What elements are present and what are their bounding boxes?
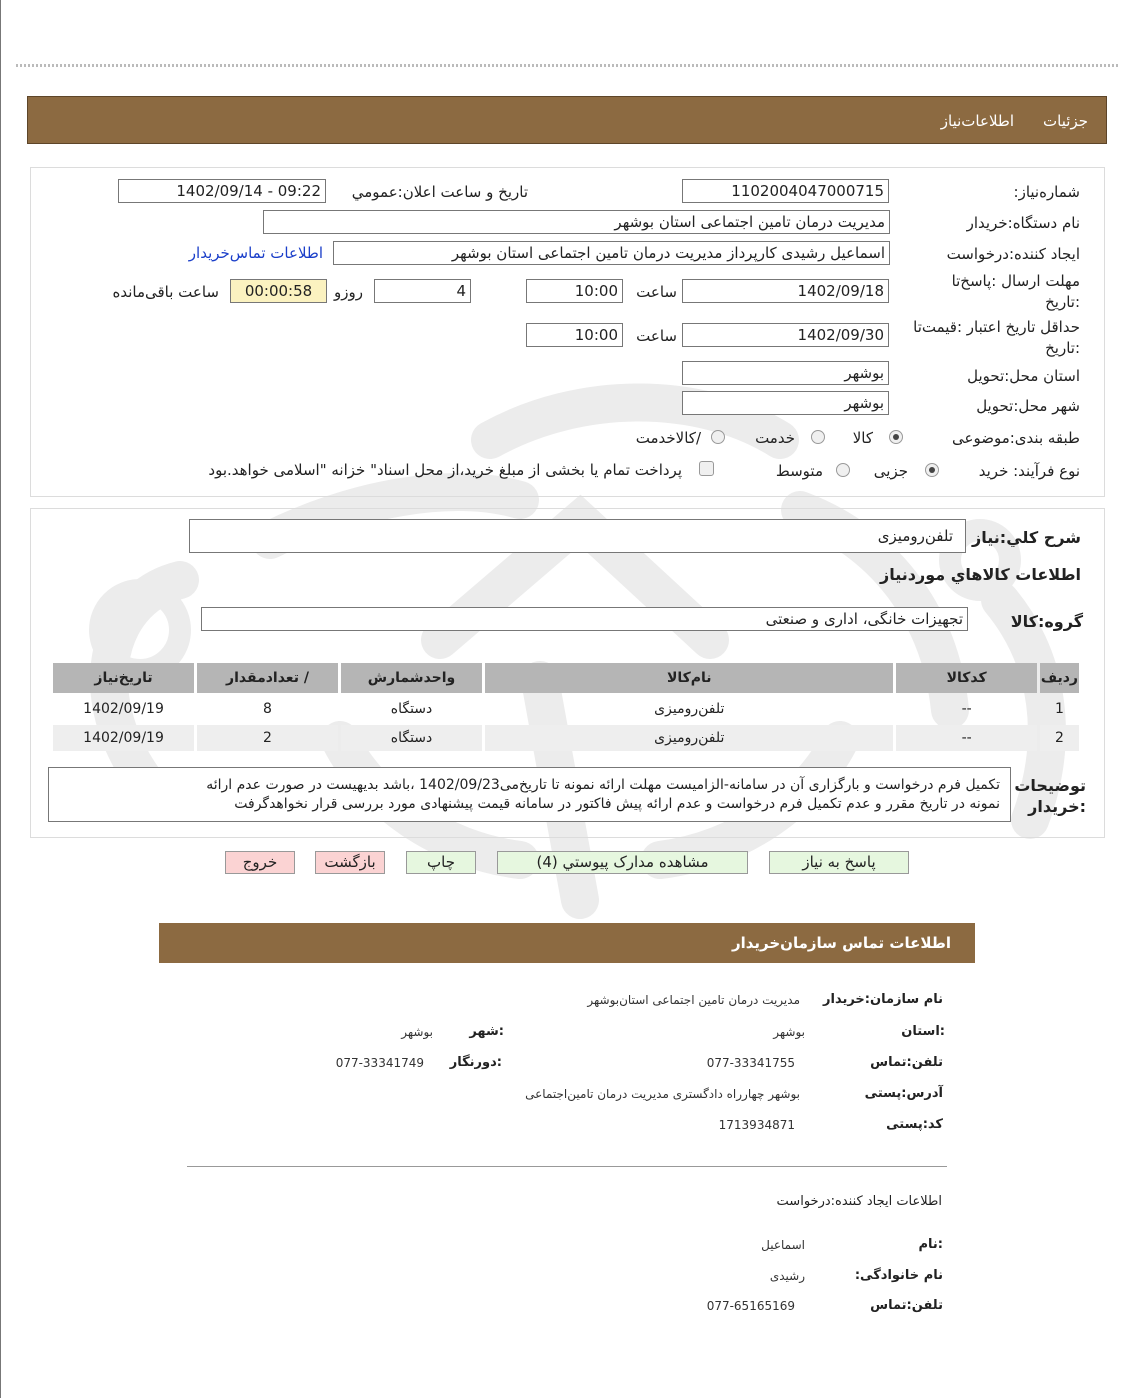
- cell-unit: دستگاه: [390, 701, 433, 717]
- cell-code: --: [896, 725, 1036, 751]
- creator-info-title: اطلاعات ایجاد کننده:درخواست: [776, 1194, 942, 1209]
- contact-phone-label: تلفن:تماس: [870, 1055, 943, 1070]
- process-partial-label: جزیی: [873, 462, 908, 480]
- table-row: [53, 696, 1079, 722]
- creator-label: ایجاد کننده:درخواست: [946, 245, 1080, 263]
- need-number-field: 1102004047000715: [682, 179, 889, 203]
- cell-quantity: 2: [197, 725, 338, 751]
- deadline-time-field: 10:00: [526, 279, 623, 303]
- creator-family-label: نام خانوادگی:: [854, 1268, 943, 1283]
- buyer-notes-label: توضیحات: [1014, 776, 1086, 795]
- category-goods-radio[interactable]: [889, 430, 903, 444]
- validity-time-field: 10:00: [526, 323, 623, 347]
- remaining-label: ساعت باقی‌مانده: [112, 283, 219, 301]
- buyer-notes-line-2: نمونه در تاریخ مقرر و عدم تکمیل فرم درخواست و عدم ارائه پیش فاکتور در سامانه قیمت پیشنهادی مورد بررسی قرار نخواهدگرفت: [234, 796, 1000, 812]
- general-description-field: تلفن‌رومیزی: [189, 519, 966, 553]
- creator-phone-value: 077-65165169: [706, 1299, 795, 1313]
- process-partial-radio[interactable]: [925, 463, 939, 477]
- creator-name-label: :نام: [918, 1237, 943, 1252]
- creator-phone-label: تلفن:تماس: [870, 1298, 943, 1313]
- days-label: روزو: [334, 283, 363, 301]
- creator-name-value: اسماعیل: [761, 1238, 805, 1252]
- cell-row: 1: [1054, 701, 1064, 717]
- contact-phone-value: 077-33341755: [706, 1056, 795, 1070]
- buyer-contact-title: اطلاعات تماس سازمان‌خریدار: [731, 934, 951, 952]
- validity-label-date: :تاریخ: [1045, 339, 1080, 357]
- treasury-payment-checkbox[interactable]: [699, 461, 714, 476]
- window-border-left: [0, 0, 1, 1398]
- exit-button[interactable]: خروج: [225, 851, 295, 874]
- org-name-label: نام سازمان:خریدار: [823, 992, 943, 1007]
- validity-date-field: 1402/09/30: [682, 323, 889, 347]
- contact-address-label: آدرس:پستی: [864, 1086, 943, 1101]
- buyer-org-field: مدیریت درمان تامین اجتماعی استان بوشهر: [263, 210, 890, 234]
- category-goods-service-label: /کالاخدمت: [635, 429, 701, 447]
- cell-quantity: 8: [263, 701, 272, 717]
- required-items-heading: اطلاعات کالاهاي موردنیاز: [880, 565, 1081, 584]
- cell-date: 1402/09/19: [83, 701, 164, 717]
- buyer-contact-bar: [159, 923, 975, 963]
- announce-label: تاریخ و ساعت اعلان:عمومي: [351, 183, 528, 201]
- col-row: ردیف: [1040, 663, 1079, 693]
- view-attachments-button[interactable]: مشاهده مدارک پیوستي (4): [497, 851, 748, 874]
- validity-label: حداقل تاریخ اعتبار :قیمت‌تا: [913, 318, 1080, 336]
- contact-postal-value: 1713934871: [718, 1118, 795, 1132]
- tab-details[interactable]: جزئیات: [1043, 112, 1088, 130]
- buyer-org-label: نام دستگاه:خریدار: [966, 214, 1080, 232]
- col-name: نام‌کالا: [485, 663, 893, 693]
- items-table-header: [53, 663, 1079, 693]
- need-number-label: شماره‌نیاز:: [1013, 183, 1080, 201]
- remaining-timer: 00:00:58: [230, 279, 327, 303]
- cell-row: 2: [1040, 725, 1079, 751]
- contact-city-label: :شهر: [469, 1024, 504, 1039]
- print-button[interactable]: چاپ: [406, 851, 476, 874]
- contact-fax-label: :دورنگار: [449, 1055, 502, 1070]
- city-field: بوشهر: [682, 391, 889, 415]
- creator-family-value: رشیدی: [769, 1269, 805, 1283]
- page-title: اطلاعات‌نیاز: [940, 112, 1014, 130]
- treasury-payment-note: پرداخت تمام یا بخشی از مبلغ خرید،از محل اسناد" خزانه "اسلامی خواهد.بود: [208, 461, 682, 479]
- items-table: [50, 660, 1082, 754]
- creator-field: اسماعیل رشیدی کارپرداز مدیریت درمان تامین اجتماعی استان بوشهر: [333, 241, 890, 265]
- contact-fax-value: 077-33341749: [335, 1056, 424, 1070]
- category-goods-label: کالا: [852, 429, 873, 447]
- province-field: بوشهر: [682, 361, 889, 385]
- category-goods-service-radio[interactable]: [711, 430, 725, 444]
- contact-city-value: بوشهر: [401, 1025, 433, 1039]
- days-field: 4: [374, 279, 471, 303]
- category-label: طبقه بندی:موضوعی: [952, 429, 1080, 447]
- deadline-label: مهلت ارسال :پاسخ‌تا: [951, 272, 1080, 290]
- process-medium-label: متوسط: [775, 462, 823, 480]
- cell-date: 1402/09/19: [53, 725, 194, 751]
- contact-divider: [187, 1166, 947, 1167]
- general-description-label: شرح کلي:نیاز: [972, 528, 1081, 547]
- contact-province-label: :استان: [901, 1024, 945, 1039]
- deadline-date-field: 1402/09/18: [682, 279, 889, 303]
- contact-province-value: بوشهر: [773, 1025, 805, 1039]
- buyer-notes-label-2: :خریدار: [1028, 797, 1086, 816]
- cell-name: تلفن‌رومیزی: [485, 725, 893, 751]
- process-label: نوع فرآیند: خرید: [978, 462, 1080, 480]
- category-service-radio[interactable]: [811, 430, 825, 444]
- contact-postal-label: کد:پستی: [886, 1117, 943, 1132]
- col-unit: واحدشمارش: [341, 663, 482, 693]
- reply-button[interactable]: پاسخ به نیاز: [769, 851, 909, 874]
- buyer-notes-line-1: تکمیل فرم درخواست و بارگزاری آن در سامانه-الزامیست مهلت ارائه نمونه تا تاریخ‌می1402/09/23 ،باشد بدیهیست در صورت عدم ارائه: [206, 777, 1000, 793]
- buyer-notes-box: [48, 767, 1011, 822]
- col-code: کدکالا: [896, 663, 1036, 693]
- category-service-label: خدمت: [755, 429, 795, 447]
- cell-code: --: [961, 701, 972, 717]
- province-label: استان محل:تحویل: [967, 367, 1080, 385]
- deadline-label-date: :تاریخ: [1045, 293, 1080, 311]
- announce-field: 1402/09/14 - 09:22: [118, 179, 326, 203]
- goods-group-label: گروه:کالا: [1010, 612, 1083, 631]
- cell-unit: دستگاه: [341, 725, 482, 751]
- header-bar: [27, 96, 1107, 144]
- col-date: تاریخ‌نیاز: [53, 663, 194, 693]
- top-divider: [16, 64, 1119, 67]
- org-name-value: مدیریت درمان تامین اجتماعی استان‌بوشهر: [587, 993, 800, 1007]
- deadline-time-label: ساعت: [636, 283, 677, 301]
- process-medium-radio[interactable]: [836, 463, 850, 477]
- back-button[interactable]: بازگشت: [315, 851, 385, 874]
- buyer-contact-link[interactable]: اطلاعات تماس‌خریدار: [188, 244, 323, 262]
- cell-name: تلفن‌رومیزی: [654, 701, 725, 717]
- col-quantity: / تعدادمقدار: [197, 663, 338, 693]
- goods-group-field: تجهیزات خانگی، اداری و صنعتی: [201, 607, 968, 631]
- city-label: شهر محل:تحویل: [976, 397, 1080, 415]
- table-row: [53, 725, 1079, 751]
- validity-time-label: ساعت: [636, 327, 677, 345]
- contact-address-value: بوشهر چهارراه دادگستری مدیریت درمان تامین‌اجتماعی: [525, 1087, 800, 1101]
